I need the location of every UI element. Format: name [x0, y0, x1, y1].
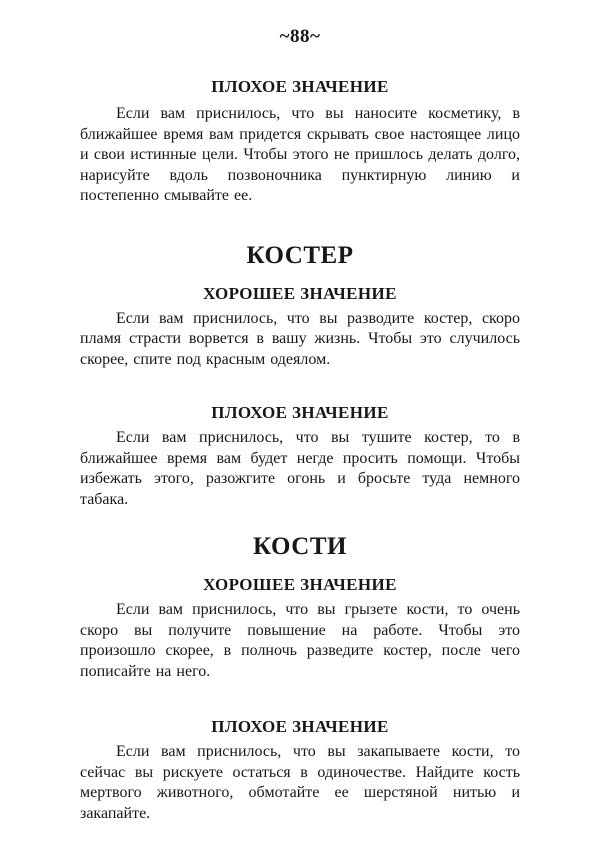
section-bonfire-good-meaning	[80, 285, 520, 371]
bad-meaning-heading: ПЛОХОЕ ЗНАЧЕНИЕ	[211, 403, 389, 422]
entry-title-bonfire: КОСТЕР	[246, 241, 354, 269]
section-bonfire-bad-meaning	[80, 404, 520, 510]
section-cosmetics-bad-meaning	[80, 78, 520, 207]
bad-meaning-paragraph: Если вам приснилось, что вы наносите косметику, в ближайшее время вам придется скрывать свое настоящее лицо и свои истинные цели. Чтобы этого не пришлось делать долго, нарисуйте вдоль позвоночника пунктирную линию и постепенно смывайте ее.	[80, 105, 520, 204]
section-bones-good-meaning	[80, 576, 520, 682]
good-meaning-paragraph: Если вам приснилось, что вы грызете кости, то очень скоро вы получите повышение на работе. Чтобы это произошло скорее, в полночь разведите костер, после чего пописайте на него.	[80, 601, 520, 680]
bad-meaning-paragraph: Если вам приснилось, что вы закапываете кости, то сейчас вы рискуете остаться в одиночестве. Найдите кость мертвого животного, обмотайте ее шерстяной нитью и закапайте.	[80, 743, 520, 822]
page-number: ~88~	[279, 26, 321, 47]
bad-meaning-heading: ПЛОХОЕ ЗНАЧЕНИЕ	[211, 77, 389, 96]
bad-meaning-heading: ПЛОХОЕ ЗНАЧЕНИЕ	[211, 717, 389, 736]
good-meaning-paragraph: Если вам приснилось, что вы разводите костер, скоро пламя страсти ворвется в вашу жизнь. Чтобы это случилось скорее, спите под красным одеялом.	[80, 309, 520, 368]
entry-title-bones: КОСТИ	[253, 533, 347, 560]
good-meaning-heading: ХОРОШЕЕ ЗНАЧЕНИЕ	[203, 575, 397, 594]
good-meaning-heading: ХОРОШЕЕ ЗНАЧЕНИЕ	[203, 283, 397, 303]
bad-meaning-paragraph: Если вам приснилось, что вы тушите костер, то в ближайшее время вам будет негде просить помощи. Чтобы избежать этого, разожгите огонь и бросьте туда немного табака.	[80, 429, 520, 508]
section-bones-bad-meaning	[80, 718, 520, 824]
